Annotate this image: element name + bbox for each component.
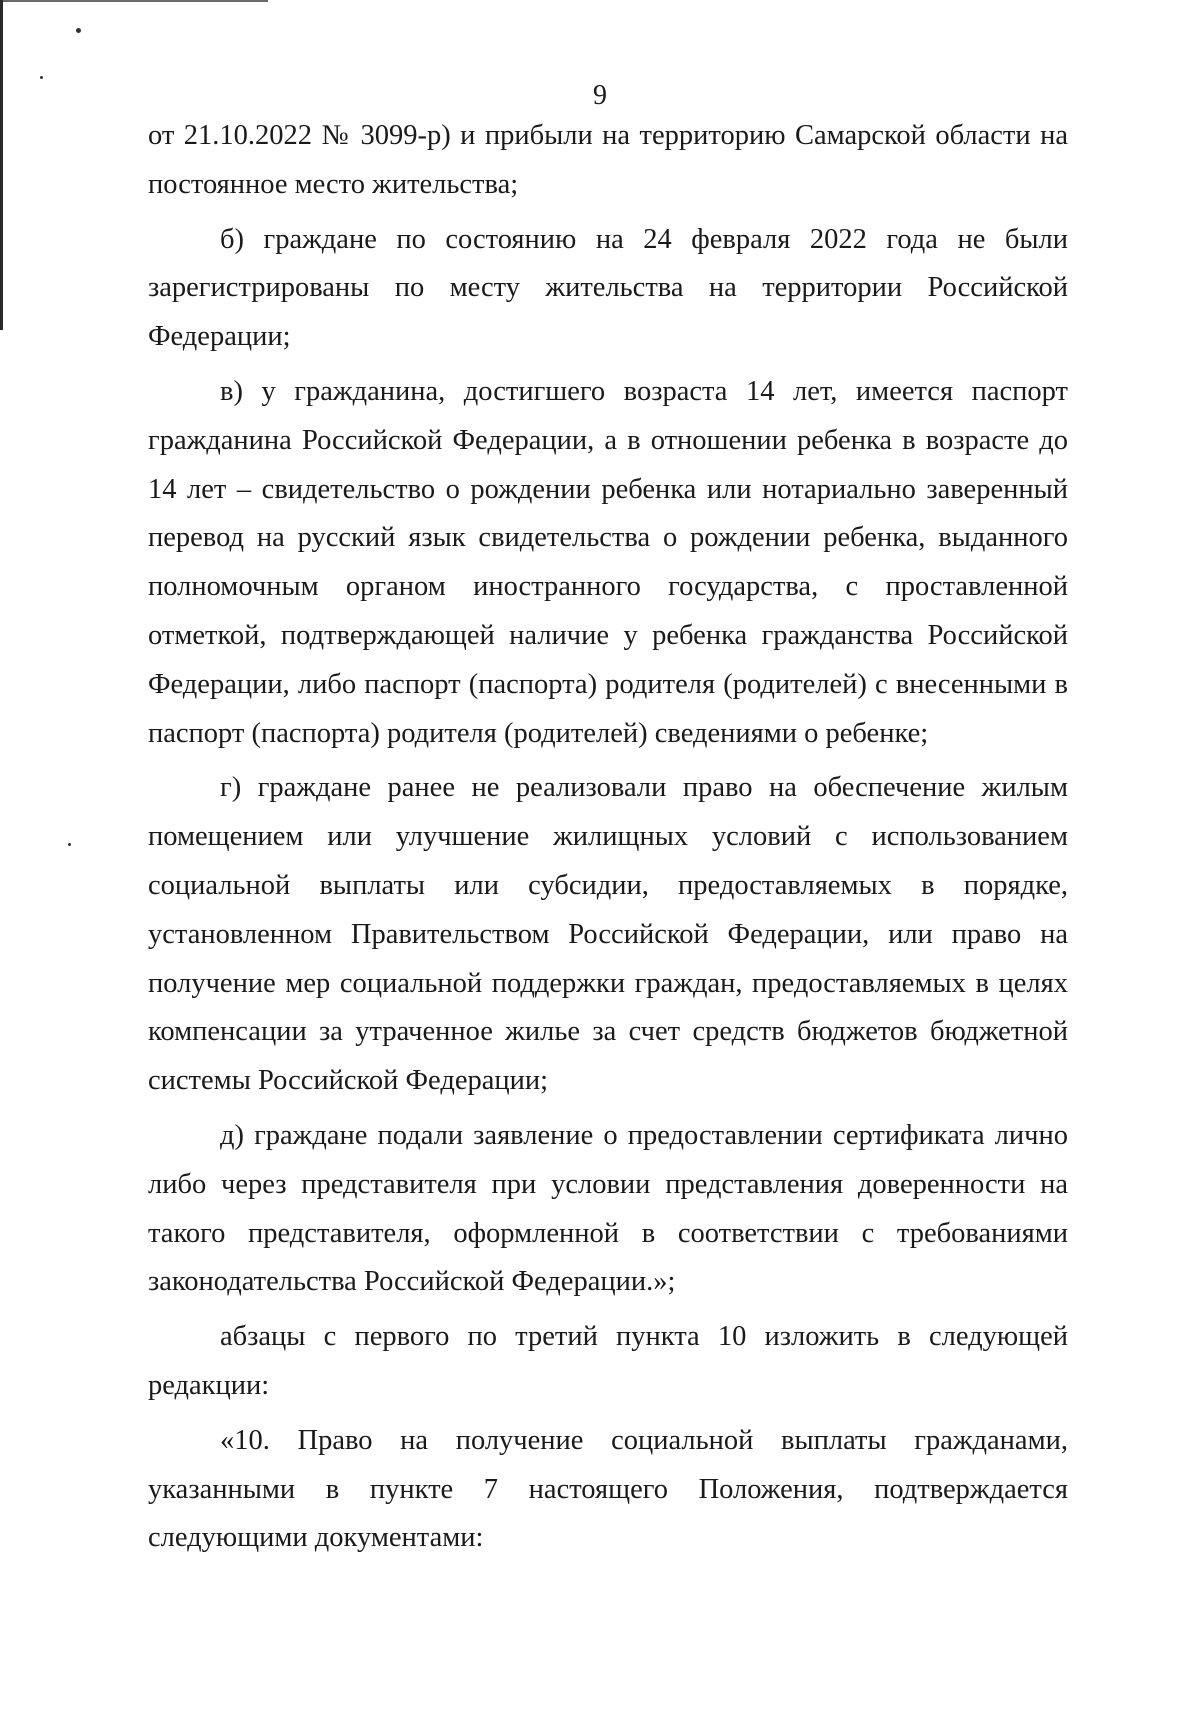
paragraph-item-g: г) граждане ранее не реализовали право на обеспечение жилым помещением или улучшение жилищных условий с использованием социальной выплаты или субсидии, предоставляемых в порядке, установленном Правительством Российской Федерации, или право на получение мер социальной поддержки граждан, предоставляемых в целях компенсации за утраченное жилье за счет средств бюджетов бюджетной системы Российской Федерации;	[148, 772, 1068, 1097]
paragraph-item-d: д) граждане подали заявление о предоставлении сертификата лично либо через представителя при условии представления доверенности на такого представителя, оформленной в соответствии с требованиями законодательства Российской Федерации.»;	[148, 1119, 1068, 1298]
paragraph-item-b: б) граждане по состоянию на 24 февраля 2022 года не были зарегистрированы по месту жительства на территории Российской Федерации;	[148, 223, 1068, 353]
scan-edge-top	[0, 0, 268, 2]
scan-speck	[76, 28, 81, 33]
paragraph-amendment-intro: абзацы с первого по третий пункта 10 изложить в следующей редакции:	[148, 1321, 1068, 1401]
page-number: 9	[593, 80, 607, 111]
scan-speck	[68, 843, 71, 846]
paragraph-continuation: от 21.10.2022 № 3099-р) и прибыли на территорию Самарской области на постоянное место жительства;	[148, 120, 1068, 200]
paragraph-item-10: «10. Право на получение социальной выплаты гражданами, указанными в пункте 7 настоящего Положения, подтверждается следующими документами:	[148, 1424, 1068, 1554]
paragraph-item-v: в) у гражданина, достигшего возраста 14 лет, имеется паспорт гражданина Российской Федерации, а в отношении ребенка в возрасте до 14 лет – свидетельство о рождении ребенка или нотариально заверенный перевод на русский язык свидетельства о рождении ребенка, выданного полномочным органом иностранного государства, с проставленной отметкой, подтверждающей наличие у ребенка гражданства Российской Федерации, либо паспорт (паспорта) родителя (родителей) с внесенными в паспорт (паспорта) родителя (родителей) сведениями о ребенке;	[148, 375, 1068, 749]
document-body	[148, 112, 1068, 1563]
scan-edge-left	[0, 0, 3, 330]
